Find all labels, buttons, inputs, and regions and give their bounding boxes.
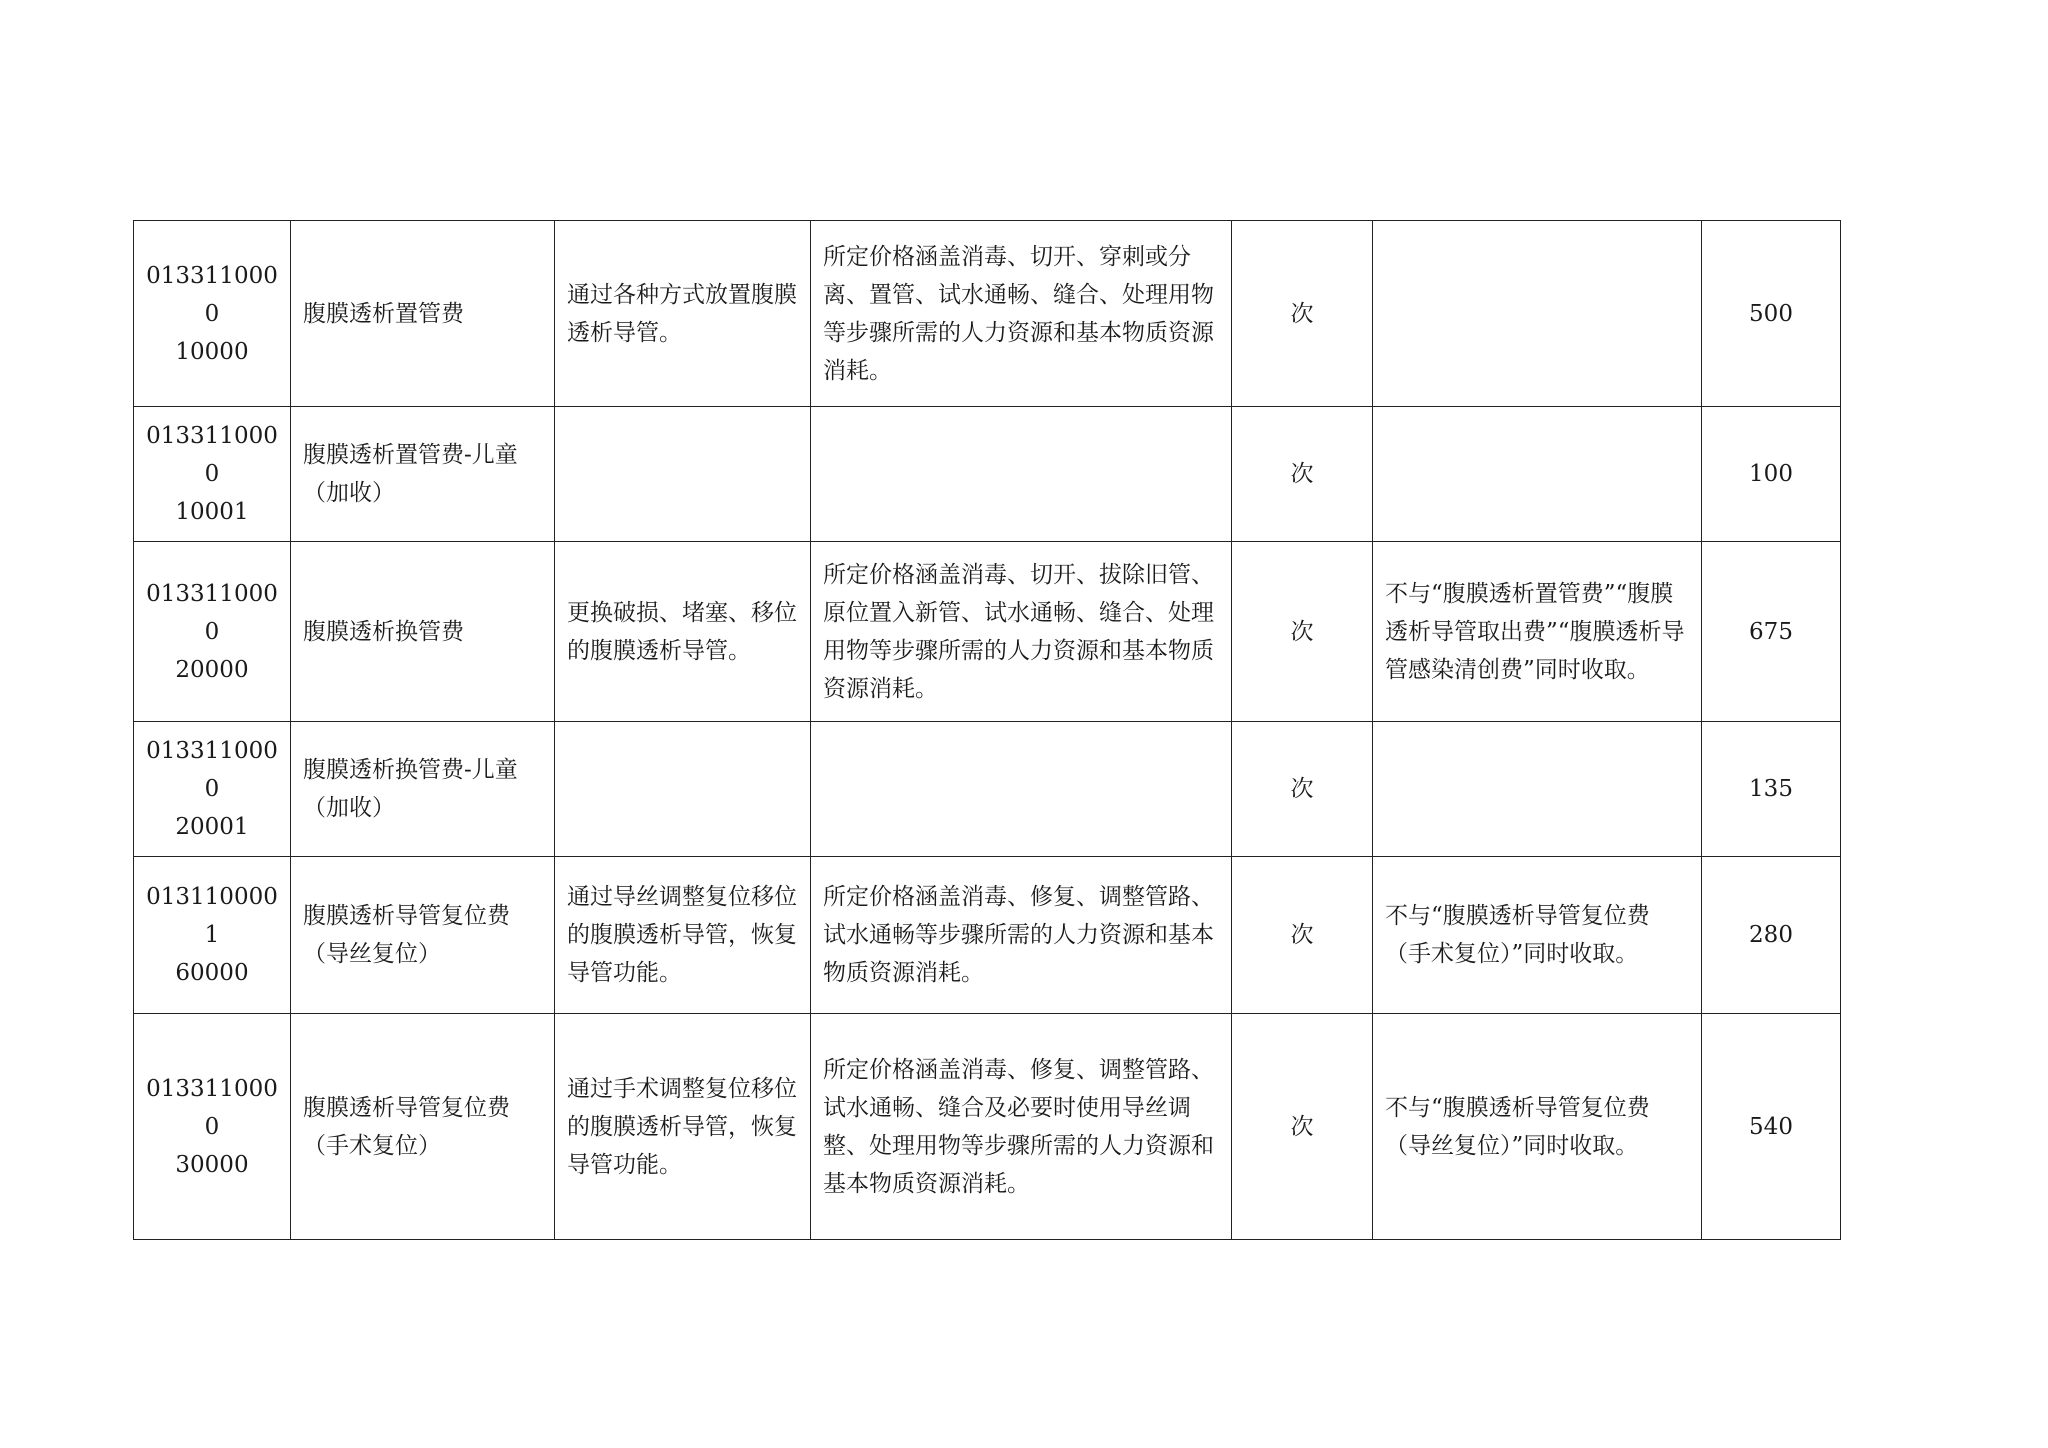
item-description (811, 722, 1232, 857)
item-code-part1: 0133110000 (146, 1075, 278, 1140)
item-content (555, 407, 811, 542)
item-note (1373, 221, 1702, 407)
item-name: 腹膜透析换管费-儿童（加收） (291, 722, 555, 857)
item-note: 不与“腹膜透析导管复位费（导丝复位）”同时收取。 (1373, 1014, 1702, 1240)
item-name: 腹膜透析换管费 (291, 542, 555, 722)
item-unit: 次 (1232, 407, 1373, 542)
item-code-part2: 10001 (175, 499, 249, 525)
item-content: 通过各种方式放置腹膜透析导管。 (555, 221, 811, 407)
item-name: 腹膜透析导管复位费（手术复位） (291, 1014, 555, 1240)
item-description (811, 407, 1232, 542)
item-code-part2: 60000 (175, 960, 249, 986)
item-unit: 次 (1232, 1014, 1373, 1240)
item-price: 100 (1702, 407, 1841, 542)
item-code-part2: 20001 (175, 814, 249, 840)
item-price: 280 (1702, 857, 1841, 1014)
item-code-part1: 0133110000 (146, 262, 278, 327)
item-code (134, 221, 291, 407)
item-note (1373, 407, 1702, 542)
item-content: 通过手术调整复位移位的腹膜透析导管，恢复导管功能。 (555, 1014, 811, 1240)
item-description: 所定价格涵盖消毒、修复、调整管路、试水通畅、缝合及必要时使用导丝调整、处理用物等步骤所需的人力资源和基本物质资源消耗。 (811, 1014, 1232, 1240)
item-unit: 次 (1232, 542, 1373, 722)
item-code-part1: 0131100001 (146, 884, 278, 948)
item-price: 500 (1702, 221, 1841, 407)
item-description: 所定价格涵盖消毒、切开、拔除旧管、原位置入新管、试水通畅、缝合、处理用物等步骤所需的人力资源和基本物质资源消耗。 (811, 542, 1232, 722)
item-code-part1: 0133110000 (146, 580, 278, 645)
item-price: 540 (1702, 1014, 1841, 1240)
item-name: 腹膜透析置管费-儿童（加收） (291, 407, 555, 542)
item-code (134, 857, 291, 1014)
table-row (134, 722, 1841, 857)
table-row (134, 407, 1841, 542)
table-row (134, 221, 1841, 407)
item-unit: 次 (1232, 857, 1373, 1014)
table-row (134, 857, 1841, 1014)
item-unit: 次 (1232, 221, 1373, 407)
table-row (134, 542, 1841, 722)
item-code-part1: 0133110000 (146, 738, 278, 802)
item-content: 通过导丝调整复位移位的腹膜透析导管，恢复导管功能。 (555, 857, 811, 1014)
item-code (134, 722, 291, 857)
item-description: 所定价格涵盖消毒、切开、穿刺或分离、置管、试水通畅、缝合、处理用物等步骤所需的人力资源和基本物质资源消耗。 (811, 221, 1232, 407)
item-code-part2: 10000 (175, 338, 249, 365)
item-code-part2: 20000 (175, 656, 249, 683)
fee-table (133, 220, 1841, 1240)
item-code-part2: 30000 (175, 1151, 249, 1178)
item-unit: 次 (1232, 722, 1373, 857)
item-content: 更换破损、堵塞、移位的腹膜透析导管。 (555, 542, 811, 722)
item-code-part1: 0133110000 (146, 423, 278, 487)
item-name: 腹膜透析导管复位费（导丝复位） (291, 857, 555, 1014)
item-code (134, 407, 291, 542)
item-code (134, 1014, 291, 1240)
item-note: 不与“腹膜透析置管费”“腹膜透析导管取出费”“腹膜透析导管感染清创费”同时收取。 (1373, 542, 1702, 722)
item-name: 腹膜透析置管费 (291, 221, 555, 407)
item-description: 所定价格涵盖消毒、修复、调整管路、试水通畅等步骤所需的人力资源和基本物质资源消耗。 (811, 857, 1232, 1014)
item-note: 不与“腹膜透析导管复位费（手术复位）”同时收取。 (1373, 857, 1702, 1014)
item-content (555, 722, 811, 857)
item-note (1373, 722, 1702, 857)
item-code (134, 542, 291, 722)
table-row (134, 1014, 1841, 1240)
item-price: 135 (1702, 722, 1841, 857)
item-price: 675 (1702, 542, 1841, 722)
